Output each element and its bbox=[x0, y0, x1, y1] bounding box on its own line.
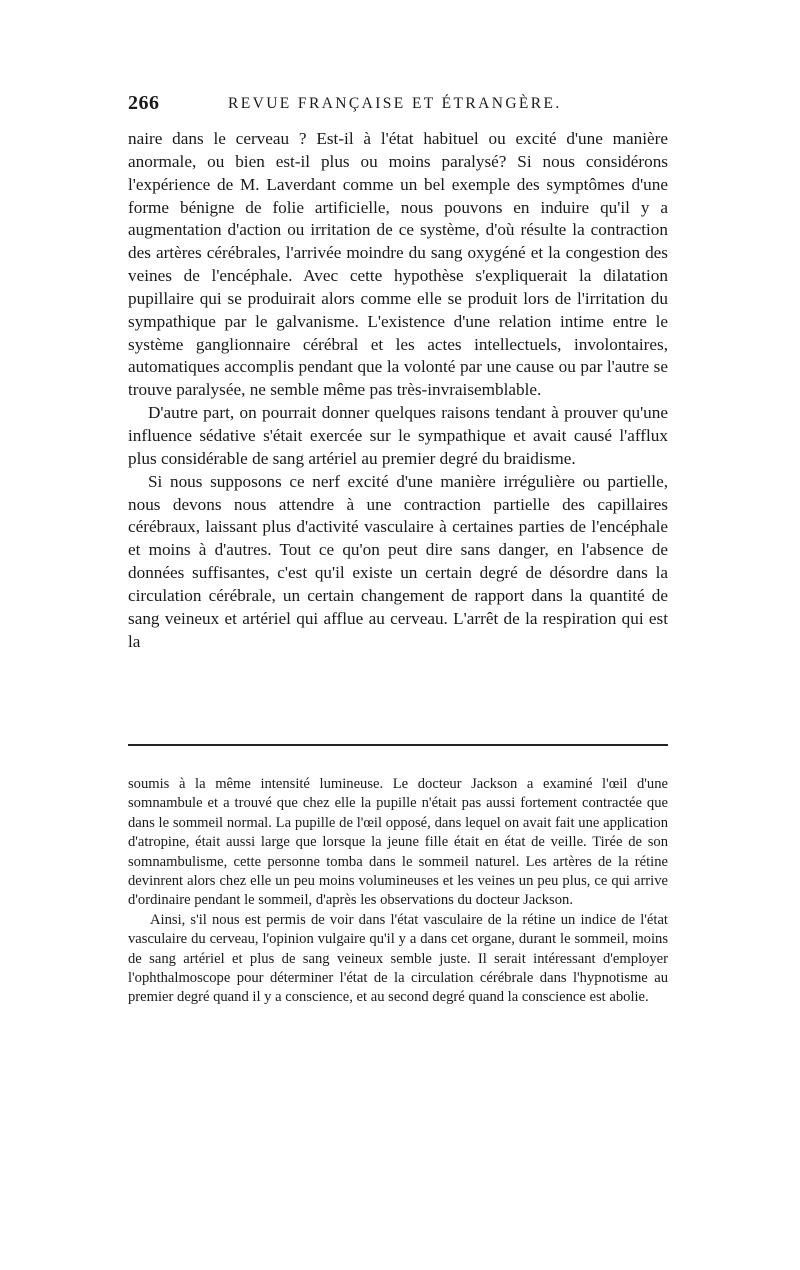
footnote-paragraph: Ainsi, s'il nous est permis de voir dans l'état vasculaire de la rétine un indice de l'état vasculaire du cerveau, l'opinion vulgaire qu'il y a dans cet organe, durant le sommeil, moins de sang artériel et plus de sang veineux semble juste. Il serait intéressant d'employer l'ophthalmoscope pour déterminer l'état de la circulation cérébrale dans l'hypnotisme au premier degré quand il y a conscience, et au second degré quand la conscience est abolie. bbox=[128, 911, 668, 1006]
body-paragraph: naire dans le cerveau ? Est-il à l'état habituel ou excité d'une manière anormale, ou bien est-il plus ou moins paralysé? Si nous considérons l'expérience de M. Laverdant comme un bel exemple des symptômes d'une forme bénigne de folie artificielle, nous pouvons en induire qu'il y a augmentation d'action ou irritation de ce système, d'où résulte la contraction des artères cérébrales, l'arrivée moindre du sang oxygéné et la congestion des veines de l'encéphale. Avec cette hypothèse s'expliquerait la dilatation pupillaire qui se produirait alors comme elle se produit lors de l'irritation du sympathique par le galvanisme. L'existence d'une relation intime entre le système ganglionnaire cérébral et les actes intellectuels, involontaires, automatiques accomplis pendant que la volonté par une cause ou par l'autre se trouve paralysée, ne semble même pas très-invraisemblable. bbox=[128, 129, 668, 400]
main-text bbox=[128, 128, 668, 653]
footnote-divider bbox=[128, 744, 668, 746]
footnote bbox=[128, 775, 668, 1008]
footnote-paragraph: soumis à la même intensité lumineuse. Le docteur Jackson a examiné l'œil d'une somnambule et a trouvé que chez elle la pupille n'était pas aussi fortement contractée que dans le sommeil normal. La pupille de l'œil opposé, dans lequel on avait fait une application d'atropine, était aussi large que lorsque la jeune fille était en état de veille. Tirée de son somnambulisme, cette personne tomba dans le sommeil naturel. Les artères de la rétine devinrent alors chez elle un peu moins volumineuses et les veines un peu plus, ce qui arrive d'ordinaire pendant le sommeil, d'après les observations du docteur Jackson. bbox=[128, 776, 668, 909]
page-header bbox=[128, 92, 668, 118]
running-head: REVUE FRANÇAISE ET ÉTRANGÈRE. bbox=[228, 95, 562, 112]
body-paragraph: D'autre part, on pourrait donner quelques raisons tendant à prouver qu'une influence sédative s'était exercée sur le sympathique et avait causé l'afflux plus considérable de sang artériel au premier degré du braidisme. bbox=[128, 403, 668, 468]
page-number: 266 bbox=[128, 92, 160, 114]
body-paragraph: Si nous supposons ce nerf excité d'une manière irrégulière ou partielle, nous devons nous attendre à une contraction partielle des capillaires cérébraux, laissant plus d'activité vasculaire à certaines parties de l'encéphale et moins à d'autres. Tout ce qu'on peut dire sans danger, en l'absence de données suffisantes, c'est qu'il existe un certain degré de désordre dans la circulation cérébrale, un certain changement de rapport dans la quantité de sang veineux et artériel qui afflue au cerveau. L'arrêt de la respiration qui est la bbox=[128, 471, 668, 651]
